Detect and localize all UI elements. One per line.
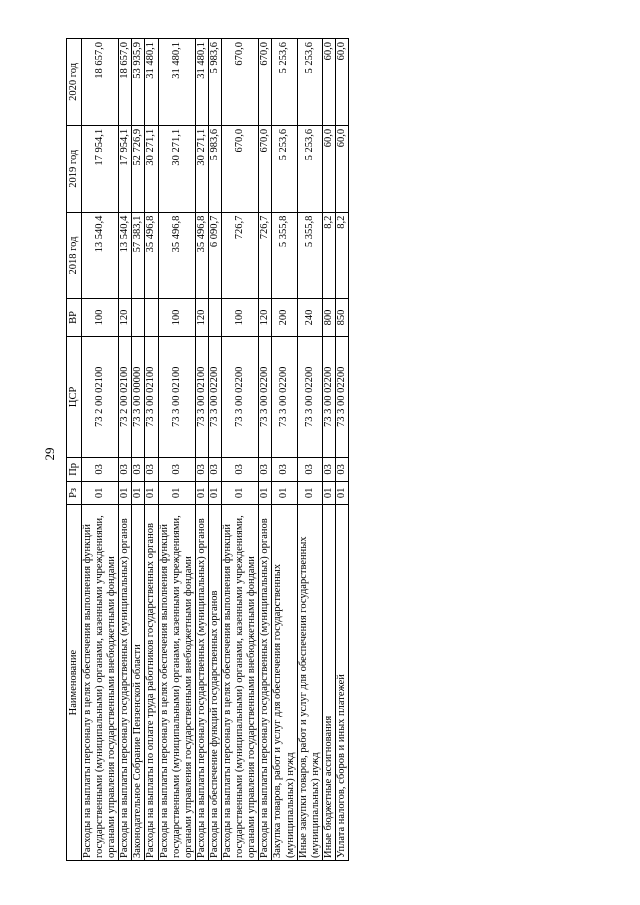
cell-rz: 01: [222, 481, 259, 505]
cell-csr: 73 2 00 02100: [119, 336, 132, 458]
cell-csr: 73 2 00 02100: [82, 336, 119, 458]
table-row: [208, 39, 221, 861]
table-row: [82, 39, 119, 861]
cell-2018: 6 090,7: [208, 212, 221, 299]
cell-2020: 60,0: [335, 39, 348, 126]
cell-2019: 5 253,6: [297, 125, 322, 212]
cell-vr: 120: [119, 299, 132, 336]
cell-name: Расходы на выплаты персоналу государственных (муниципальных) органов: [119, 505, 132, 861]
cell-vr: 120: [195, 299, 208, 336]
cell-vr: 240: [297, 299, 322, 336]
cell-2018: 726,7: [222, 212, 259, 299]
cell-2020: 31 480,1: [195, 39, 208, 126]
cell-2020: 670,0: [259, 39, 272, 126]
cell-pr: 03: [335, 458, 348, 482]
page-number: 29: [42, 447, 57, 461]
cell-2020: 31 480,1: [145, 39, 158, 126]
table-row: [322, 39, 335, 861]
header-vr: ВР: [67, 299, 82, 336]
cell-2020: 60,0: [322, 39, 335, 126]
cell-2018: 726,7: [259, 212, 272, 299]
cell-csr: 73 3 00 00000: [132, 336, 145, 458]
table-row: [145, 39, 158, 861]
cell-csr: 73 3 00 02200: [297, 336, 322, 458]
cell-vr: 100: [158, 299, 195, 336]
header-2019: 2019 год: [67, 125, 82, 212]
table-row: [335, 39, 348, 861]
cell-2020: 5 253,6: [297, 39, 322, 126]
cell-2019: 30 271,1: [158, 125, 195, 212]
cell-rz: 01: [259, 481, 272, 505]
table-row: [132, 39, 145, 861]
cell-pr: 03: [195, 458, 208, 482]
cell-pr: 03: [145, 458, 158, 482]
cell-2019: 5 983,6: [208, 125, 221, 212]
cell-csr: 73 3 00 02200: [259, 336, 272, 458]
cell-2019: 30 271,1: [195, 125, 208, 212]
cell-rz: 01: [335, 481, 348, 505]
table-row: [222, 39, 259, 861]
cell-2019: 670,0: [222, 125, 259, 212]
cell-name: Расходы на выплаты персоналу в целях обеспечения выполнения функций государственными (муниципальными) органами, казенными учреждениями, органами управления государственными внебюджетными фондами: [222, 505, 259, 861]
cell-name: Расходы на выплаты персоналу государственных (муниципальных) органов: [195, 505, 208, 861]
cell-2018: 8,2: [322, 212, 335, 299]
cell-rz: 01: [297, 481, 322, 505]
cell-vr: 100: [82, 299, 119, 336]
cell-2019: 17 954,1: [119, 125, 132, 212]
cell-name: Расходы на обеспечение функций государственных органов: [208, 505, 221, 861]
cell-vr: 120: [259, 299, 272, 336]
cell-pr: 03: [132, 458, 145, 482]
cell-csr: 73 3 00 02200: [322, 336, 335, 458]
cell-pr: 03: [208, 458, 221, 482]
cell-vr: 850: [335, 299, 348, 336]
cell-name: Закупка товаров, работ и услуг для обеспечения государственных (муниципальных) нужд: [272, 505, 297, 861]
cell-rz: 01: [132, 481, 145, 505]
cell-csr: 73 3 00 02200: [222, 336, 259, 458]
table-row: [119, 39, 132, 861]
cell-2020: 31 480,1: [158, 39, 195, 126]
table-row: [272, 39, 297, 861]
cell-2018: 5 355,8: [297, 212, 322, 299]
cell-2018: 13 540,4: [82, 212, 119, 299]
cell-name: Иные закупки товаров, работ и услуг для обеспечения государственных (муниципальных) нужд: [297, 505, 322, 861]
cell-rz: 01: [82, 481, 119, 505]
cell-vr: [145, 299, 158, 336]
cell-csr: 73 3 00 02200: [208, 336, 221, 458]
cell-csr: 73 3 00 02200: [272, 336, 297, 458]
cell-2020: 5 253,6: [272, 39, 297, 126]
header-csr: ЦСР: [67, 336, 82, 458]
cell-vr: [208, 299, 221, 336]
cell-2019: 60,0: [322, 125, 335, 212]
cell-vr: 200: [272, 299, 297, 336]
cell-2018: 35 496,8: [145, 212, 158, 299]
cell-csr: 73 3 00 02100: [145, 336, 158, 458]
cell-name: Уплата налогов, сборов и иных платежей: [335, 505, 348, 861]
cell-csr: 73 3 00 02100: [158, 336, 195, 458]
cell-name: Расходы на выплаты персоналу в целях обеспечения выполнения функций государственными (муниципальными) органами, казенными учреждениями, органами управления государственными внебюджетными фондами: [82, 505, 119, 861]
header-2018: 2018 год: [67, 212, 82, 299]
cell-name: Расходы на выплаты персоналу в целях обеспечения выполнения функций государственными (муниципальными) органами, казенными учреждениями, органами управления государственными внебюджетными фондами: [158, 505, 195, 861]
cell-rz: 01: [322, 481, 335, 505]
cell-vr: 100: [222, 299, 259, 336]
cell-pr: 03: [322, 458, 335, 482]
cell-pr: 03: [82, 458, 119, 482]
table-header-row: [67, 39, 82, 861]
cell-2020: 18 657,0: [119, 39, 132, 126]
table-row: [297, 39, 322, 861]
cell-vr: [132, 299, 145, 336]
cell-2019: 60,0: [335, 125, 348, 212]
table-body: [82, 39, 349, 861]
header-pr: Пр: [67, 458, 82, 482]
rotated-table-container: [66, 38, 592, 861]
cell-2019: 30 271,1: [145, 125, 158, 212]
header-2020: 2020 год: [67, 39, 82, 126]
cell-2019: 670,0: [259, 125, 272, 212]
cell-2018: 13 540,4: [119, 212, 132, 299]
cell-2019: 17 954,1: [82, 125, 119, 212]
cell-2019: 5 253,6: [272, 125, 297, 212]
cell-2018: 35 496,8: [158, 212, 195, 299]
cell-csr: 73 3 00 02100: [195, 336, 208, 458]
cell-pr: 03: [259, 458, 272, 482]
budget-table: [66, 38, 349, 861]
cell-2020: 670,0: [222, 39, 259, 126]
cell-2018: 5 355,8: [272, 212, 297, 299]
cell-name: Расходы на выплаты персоналу государственных (муниципальных) органов: [259, 505, 272, 861]
cell-2018: 35 496,8: [195, 212, 208, 299]
cell-pr: 03: [119, 458, 132, 482]
cell-rz: 01: [145, 481, 158, 505]
cell-2019: 52 726,9: [132, 125, 145, 212]
cell-rz: 01: [119, 481, 132, 505]
cell-rz: 01: [158, 481, 195, 505]
cell-pr: 03: [297, 458, 322, 482]
cell-2020: 5 983,6: [208, 39, 221, 126]
cell-rz: 01: [272, 481, 297, 505]
cell-2020: 18 657,0: [82, 39, 119, 126]
cell-vr: 800: [322, 299, 335, 336]
cell-name: Расходы на выплаты по оплате труда работников государственных органов: [145, 505, 158, 861]
table-row: [195, 39, 208, 861]
cell-2018: 8,2: [335, 212, 348, 299]
cell-pr: 03: [272, 458, 297, 482]
cell-rz: 01: [195, 481, 208, 505]
cell-name: Иные бюджетные ассигнования: [322, 505, 335, 861]
cell-rz: 01: [208, 481, 221, 505]
header-name: Наименование: [67, 505, 82, 861]
cell-csr: 73 3 00 02200: [335, 336, 348, 458]
table-row: [259, 39, 272, 861]
cell-2020: 53 935,9: [132, 39, 145, 126]
cell-pr: 03: [222, 458, 259, 482]
cell-2018: 57 383,1: [132, 212, 145, 299]
cell-pr: 03: [158, 458, 195, 482]
table-row: [158, 39, 195, 861]
header-rz: Рз: [67, 481, 82, 505]
cell-name: Законодательное Собрание Пензенской области: [132, 505, 145, 861]
